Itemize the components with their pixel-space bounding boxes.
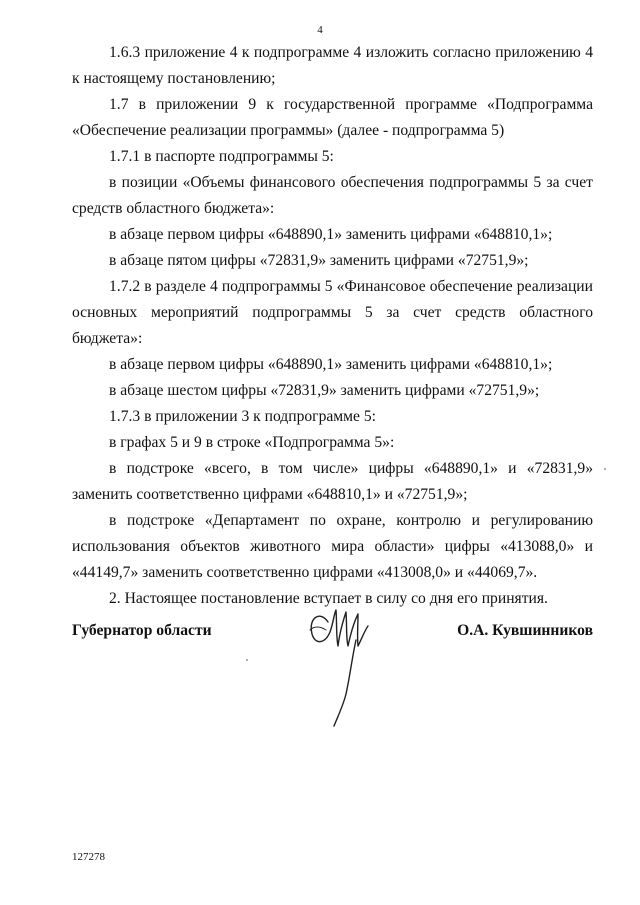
paragraph-substring-department: в подстроке «Департамент по охране, контролю и регулированию использования объектов животного мира области» цифры «413088,0» и «44149,7» заменить соответственно цифрами «413008,0» и «44069,7». [72, 512, 593, 581]
paragraph-effective-date: 2. Настоящее постановление вступает в силу со дня его принятия. [109, 590, 548, 607]
paragraph-1-7-2: 1.7.2 в разделе 4 подпрограммы 5 «Финансовое обеспечение реализации основных мероприятий подпрограммы 5 за счет средств областного бюджета»: [72, 278, 593, 347]
paragraph-1-6-3: 1.6.3 приложение 4 к подпрограмме 4 изложить согласно приложению 4 к настоящему постановлению; [72, 44, 593, 87]
paragraph-1-7: 1.7 в приложении 9 к государственной программе «Подпрограмма «Обеспечение реализации программы» (далее - подпрограмма 5) [72, 96, 593, 139]
signatory-name: О.А. Кувшинников [457, 622, 593, 639]
paragraph-1-7-1: 1.7.1 в паспорте подпрограммы 5: [109, 148, 334, 165]
handwritten-signature [300, 600, 390, 730]
document-code: 127278 [72, 851, 105, 863]
paragraph-position-volumes: в позиции «Объемы финансового обеспечения подпрограммы 5 за счет средств областного бюджета»: [72, 174, 593, 217]
document-body [72, 40, 593, 612]
paragraph-columns: в графах 5 и 9 в строке «Подпрограмма 5»: [109, 434, 395, 451]
page-number: 4 [317, 24, 323, 36]
scan-speck [604, 468, 606, 470]
paragraph-sixth-abzac: в абзаце шестом цифры «72831,9» заменить цифрами «72751,9»; [109, 382, 540, 399]
scan-speck [246, 659, 248, 661]
signatory-title: Губернатор области [72, 622, 212, 639]
paragraph-first-abzac: в абзаце первом цифры «648890,1» заменить цифрами «648810,1»; [109, 226, 553, 243]
paragraph-first-abzac-2: в абзаце первом цифры «648890,1» заменить цифрами «648810,1»; [109, 356, 553, 373]
paragraph-1-7-3: 1.7.3 в приложении 3 к подпрограмме 5: [109, 408, 376, 425]
paragraph-fifth-abzac: в абзаце пятом цифры «72831,9» заменить цифрами «72751,9»; [109, 252, 529, 269]
paragraph-substring-total: в подстроке «всего, в том числе» цифры «648890,1» и «72831,9» заменить соответственно цифрами «648810,1» и «72751,9»; [72, 460, 593, 503]
